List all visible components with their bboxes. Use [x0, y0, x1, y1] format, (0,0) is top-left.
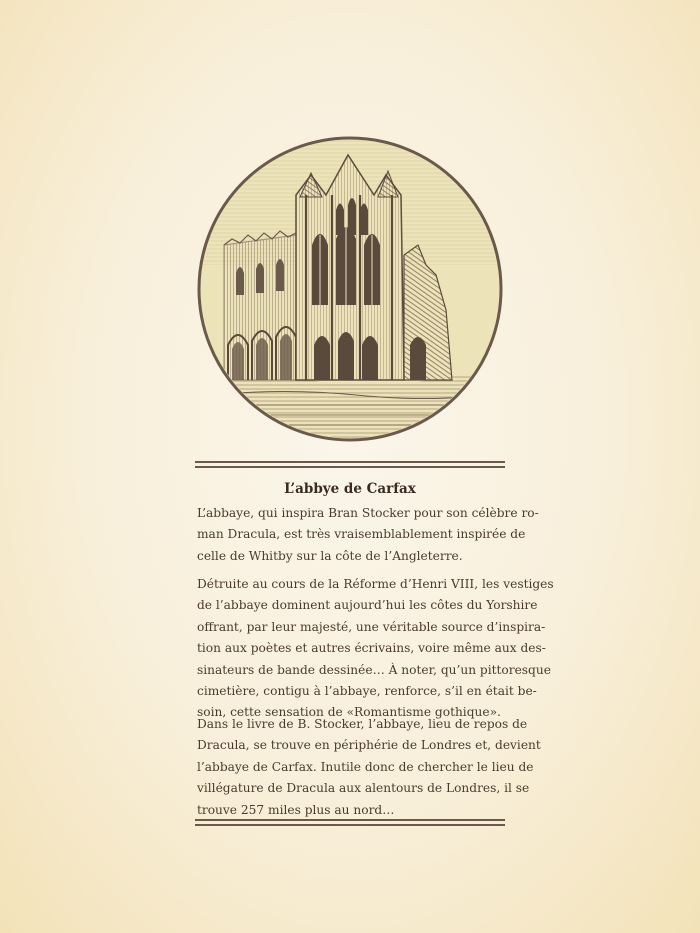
paragraph-2-line: sinateurs de bande dessinée… À noter, qu’un pittoresque [197, 662, 551, 677]
paragraph-1-line: celle de Whitby sur la côte de l’Angleterre. [197, 548, 463, 563]
paragraph-3-line: villégature de Dracula aux alentours de Londres, il se [197, 781, 530, 796]
abbey-engraving-illustration [196, 135, 504, 443]
paragraph-3-line: Dans le livre de B. Stocker, l’abbaye, lieu de repos de [197, 717, 528, 731]
paragraph-2-line: soin, cette sensation de «Romantisme gothique». [197, 705, 501, 720]
bottom-double-rule [195, 819, 505, 826]
paragraph-2-line: Détruite au cours de la Réforme d’Henri VIII, les vestiges [197, 577, 554, 591]
paragraph-3-line: l’abbaye de Carfax. Inutile donc de chercher le lieu de [197, 759, 534, 774]
paragraph-1-line: man Dracula, est très vraisemblablement inspirée de [197, 527, 526, 542]
paragraph-2-line: de l’abbaye dominent aujourd’hui les côtes du Yorshire [197, 598, 538, 613]
top-double-rule [195, 461, 505, 468]
paragraph-3 [197, 714, 541, 821]
article-title: L’abbye de Carfax [284, 481, 416, 497]
paragraph-2-line: offrant, par leur majesté, une véritable source d’inspira- [197, 619, 546, 634]
paragraph-3-line: trouve 257 miles plus au nord… [197, 802, 395, 817]
paragraph-1 [197, 503, 539, 567]
paragraph-2-line: cimetière, contigu à l’abbaye, renforce, s’il en était be- [197, 684, 537, 699]
paragraph-2-line: tion aux poètes et autres écrivains, voire même aux des- [197, 641, 546, 656]
paragraph-3-line: Dracula, se trouve en périphérie de Londres et, devient [197, 738, 541, 753]
paragraph-1-line: L’abbaye, qui inspira Bran Stocker pour son célèbre ro- [197, 506, 539, 520]
